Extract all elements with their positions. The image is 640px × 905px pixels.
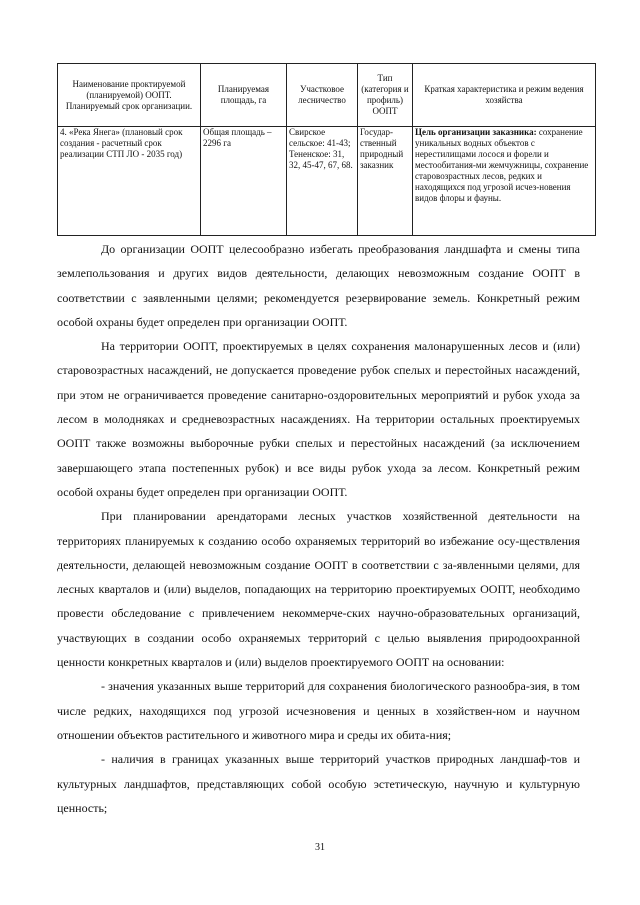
body-text (57, 237, 580, 820)
header-area: Планируемая площадь, га (201, 64, 287, 127)
table-header-row (58, 64, 596, 127)
goal-label: Цель организации заказника: (415, 127, 537, 137)
header-type: Тип (категория и профиль) ООПТ (358, 64, 413, 127)
paragraph: При планировании арендаторами лесных участков хозяйственной деятельности на территориях планируемых к созданию особо охраняемых территорий во избежание осу-ществления деятельности, делающей невозможным создание ООПТ в соответствии с за-явленными целями, для лесных кварталов и (или) выделов, попадающих на территорию проектируемых ООПТ, необходимо провести обследование с привлечением некоммерче-ских научно-образовательных организаций, участвующих в создании особо охраняемых территорий с целью выявления природоохранной ценности конкретных кварталов и (или) выделов проектируемого ООПТ на основании: (57, 509, 580, 670)
cell-name: 4. «Река Янега» (плановый срок создания - расчетный срок реализации СТП ЛО - 2035 год) (58, 127, 201, 236)
cell-type: Государ-ственный природный заказник (358, 127, 413, 236)
paragraph: На территории ООПТ, проектируемых в целях сохранения малонарушенных лесов и (или) старовозрастных насаждений, не допускается проведение рубок спелых и перестойных насаждений, при этом не ограничивается проведение санитарно-оздоровительных мероприятий и рубок ухода за лесом в молодняках и средневозрастных насаждениях. На территории остальных проектируемых ООПТ также возможны выборочные рубки спелых и перестойных насаждений (за исключением завершающего этапа постепенных рубок) и все виды рубок ухода за лесом. Конкретный режим особой охраны будет определен при организации ООПТ. (57, 339, 580, 499)
oopt-table (57, 63, 596, 236)
page-number: 31 (315, 842, 325, 853)
paragraph: - наличия в границах указанных выше территорий участков природных ландшаф-тов и культурных ландшафтов, представляющих собой особую эстетическую, научную и культурную ценность; (57, 752, 580, 815)
cell-forestry: Свирское сельское: 41-43; Тененское: 31, 32, 45-47, 67, 68. (287, 127, 358, 236)
header-characteristics: Краткая характеристика и режим ведения хозяйства (413, 64, 596, 127)
cell-characteristics (413, 127, 596, 236)
table-row (58, 127, 596, 236)
header-name: Наименование проктируемой (планируемой) ООПТ. Планируемый срок организации. (58, 64, 201, 127)
paragraph: До организации ООПТ целесообразно избегать преобразования ландшафта и смены типа землепользования и других видов деятельности, делающих невозможным создание ООПТ в соответствии с заявленными целями; рекомендуется резервирование земель. Конкретный режим особой охраны будет определен при организации ООПТ. (57, 242, 580, 329)
goal-text: сохранение уникальных водных объектов с нерестилищами лосося и форели и местообитания-ми жемчужницы, сохранение старовозрастных лесов, редких и находящихся под угрозой исчез-новения видов флоры и фауны. (415, 127, 589, 203)
paragraph: - значения указанных выше территорий для сохранения биологического разнообра-зия, в том числе редких, находящихся под угрозой исчезновения и ценных в хозяйствен-ном и научном отношении объектов растительного и животного мира и среды их обита-ния; (57, 679, 580, 742)
cell-area: Общая площадь – 2296 га (201, 127, 287, 236)
header-forestry: Участковое лесничество (287, 64, 358, 127)
